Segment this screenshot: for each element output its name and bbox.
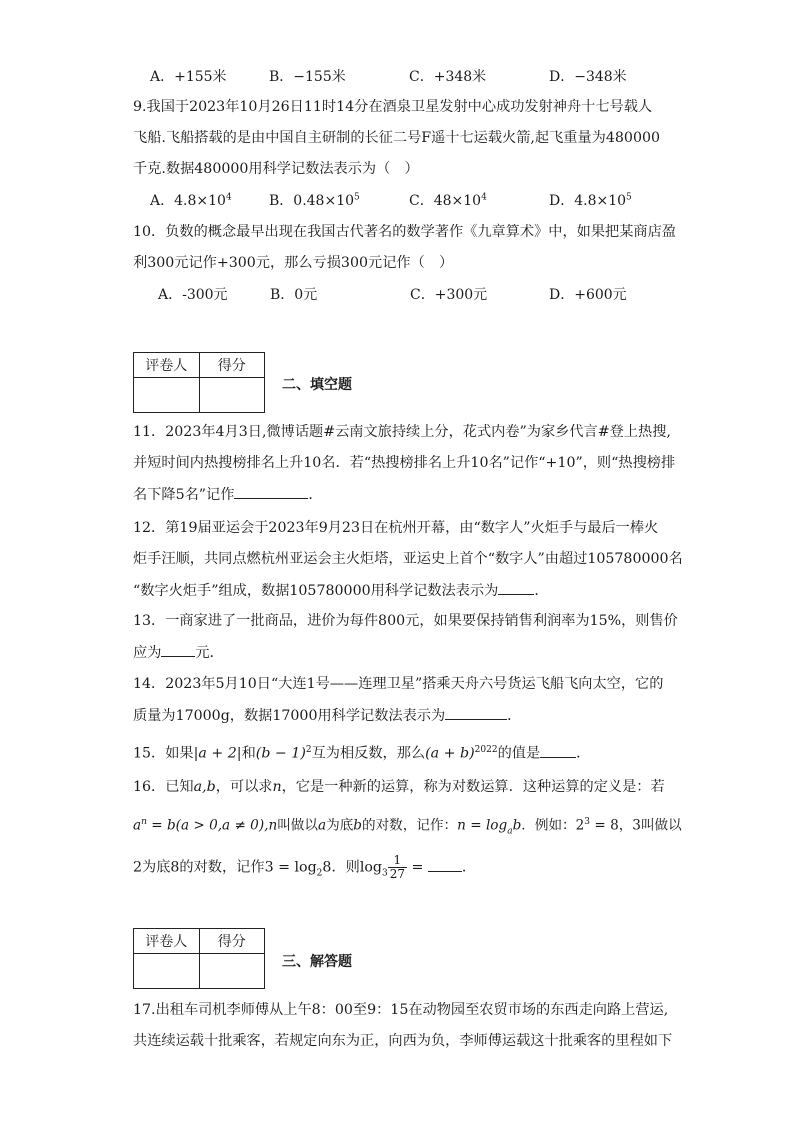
q10-option-b: B．0元 xyxy=(270,287,318,303)
score-table-grader-header: 评卷人 xyxy=(134,929,200,954)
score-table-1 xyxy=(133,352,265,413)
q8-option-a: A．+155米 xyxy=(150,69,227,85)
q14-answer-blank[interactable] xyxy=(445,705,507,720)
score-table-score-cell xyxy=(199,954,265,989)
q11-line-3: 名下降5名”记作 ． xyxy=(133,484,323,505)
section-2-title: 二、填空题 xyxy=(282,377,352,393)
q12-line-2: 炬手汪顺，共同点燃杭州亚运会主火炬塔，亚运史上首个“数字人”由超过105780000名 xyxy=(133,551,683,567)
score-table-score-header: 得分 xyxy=(199,353,265,378)
q8-options xyxy=(150,66,670,86)
score-table-score-header: 得分 xyxy=(199,929,265,954)
section-3-title: 三、解答题 xyxy=(282,954,352,970)
q17-line-2: 共连续运载十批乘客，若规定向东为正，向西为负，李师傅运载这十批乘客的里程如下 xyxy=(133,1033,673,1049)
q9-line-3: 千克.数据480000用科学记数法表示为（ ） xyxy=(133,161,419,177)
q11-answer-blank[interactable] xyxy=(234,484,308,499)
q16-line-2: $a^n = b(a > 0,a \ne 0),n$叫做以a为底b的对数，记作：$n = \log_ab$．例如：$2^3 = 8$，3叫做以 xyxy=(133,817,682,837)
q10-option-c: C．+300元 xyxy=(410,287,488,303)
score-table-grader-header: 评卷人 xyxy=(134,353,200,378)
q10-option-a: A．-300元 xyxy=(158,287,228,303)
q15-line: 15．如果|a + 2|和$(b - 1)^2$互为相反数，那么$(a + b)^{2022}$的值是 ． xyxy=(133,740,590,764)
q11-line-1: 11．2023年4月3日,微博话题#云南文旅持续上分，花式内卷”为家乡代言#登上热搜, xyxy=(133,424,671,440)
score-table-grader-cell xyxy=(134,378,200,413)
score-table-2 xyxy=(133,928,265,989)
q10-line-2: 利300元记作+300元，那么亏损300元记作（ ） xyxy=(133,255,454,271)
q9-line-2: 飞船.飞船搭载的是由中国自主研制的长征二号F遥十七运载火箭,起飞重量为480000 xyxy=(133,130,661,146)
q8-option-b: B．−155米 xyxy=(269,69,346,85)
score-table-grader-cell xyxy=(134,954,200,989)
q12-line-1: 12．第19届亚运会于2023年9月23日在杭州开幕，由“数字人”火炬手与最后一棒火 xyxy=(133,520,659,536)
q15-power-expr: (a + b) xyxy=(425,745,475,762)
q16-fraction: $\frac{1}{27}$ xyxy=(389,853,405,881)
q14-line-1: 14．2023年5月10日“大连1号——连理卫星”搭乘天舟六号货运飞船飞向太空，它的 xyxy=(133,676,664,692)
q9-option-d: D．$4.8\times 10^5$ xyxy=(549,192,632,209)
q10-line-1: 10．负数的概念最早出现在我国古代著名的数学著作《九章算术》中，如果把某商店盈 xyxy=(133,224,676,240)
q17-line-1: 17.出租车司机李师傅从上午8：00至9：15在动物园至农贸市场的东西走向路上营运, xyxy=(133,1002,669,1018)
q9-option-b: B．$0.48\times 10^5$ xyxy=(269,192,360,209)
q10-options xyxy=(158,284,678,304)
q12-answer-blank[interactable] xyxy=(498,580,534,595)
q9-line-1: 9.我国于2023年10月26日11时14分在酒泉卫星发射中心成功发射神舟十七号载人 xyxy=(133,99,653,115)
q15-answer-blank[interactable] xyxy=(540,743,576,758)
score-table-score-cell xyxy=(199,378,265,413)
q15-abs-expr: |a + 2| xyxy=(193,745,242,762)
q16-answer-blank[interactable] xyxy=(428,857,462,872)
q14-line-2: 质量为17000g，数据17000用科学记数法表示为 ． xyxy=(133,705,521,726)
q16-line-3: 2为底8的对数，记作$3 = \log_28$．则$\log_3$ $\frac{1}{27}$ = ． xyxy=(133,853,477,881)
q8-option-d: D．−348米 xyxy=(549,69,627,85)
q9-option-a: A．$4.8\times 10^4$ xyxy=(150,192,232,209)
q13-line-1: 13．一商家进了一批商品，进价为每件800元，如果要保持销售利润率为15%，则售价 xyxy=(133,613,678,629)
q12-line-3: “数字火炬手”组成，数据105780000用科学记数法表示为 ． xyxy=(133,580,549,601)
q13-answer-blank[interactable] xyxy=(161,642,195,657)
q11-line-2: 并短时间内热搜榜排名上升10名．若“热搜榜排名上升10名”记作“+10”，则“热搜榜排 xyxy=(133,455,676,471)
q9-options xyxy=(150,190,670,210)
q16-line-1: 16．已知a,b，可以求n，它是一种新的运算，称为对数运算．这种运算的定义是：若 xyxy=(133,779,665,795)
q9-option-c: C．$48\times 10^4$ xyxy=(409,192,487,209)
q10-option-d: D．+600元 xyxy=(549,287,627,303)
q8-option-c: C．+348米 xyxy=(409,69,487,85)
q15-square-expr: (b − 1) xyxy=(255,745,306,762)
q13-line-2: 应为 元． xyxy=(133,642,224,663)
